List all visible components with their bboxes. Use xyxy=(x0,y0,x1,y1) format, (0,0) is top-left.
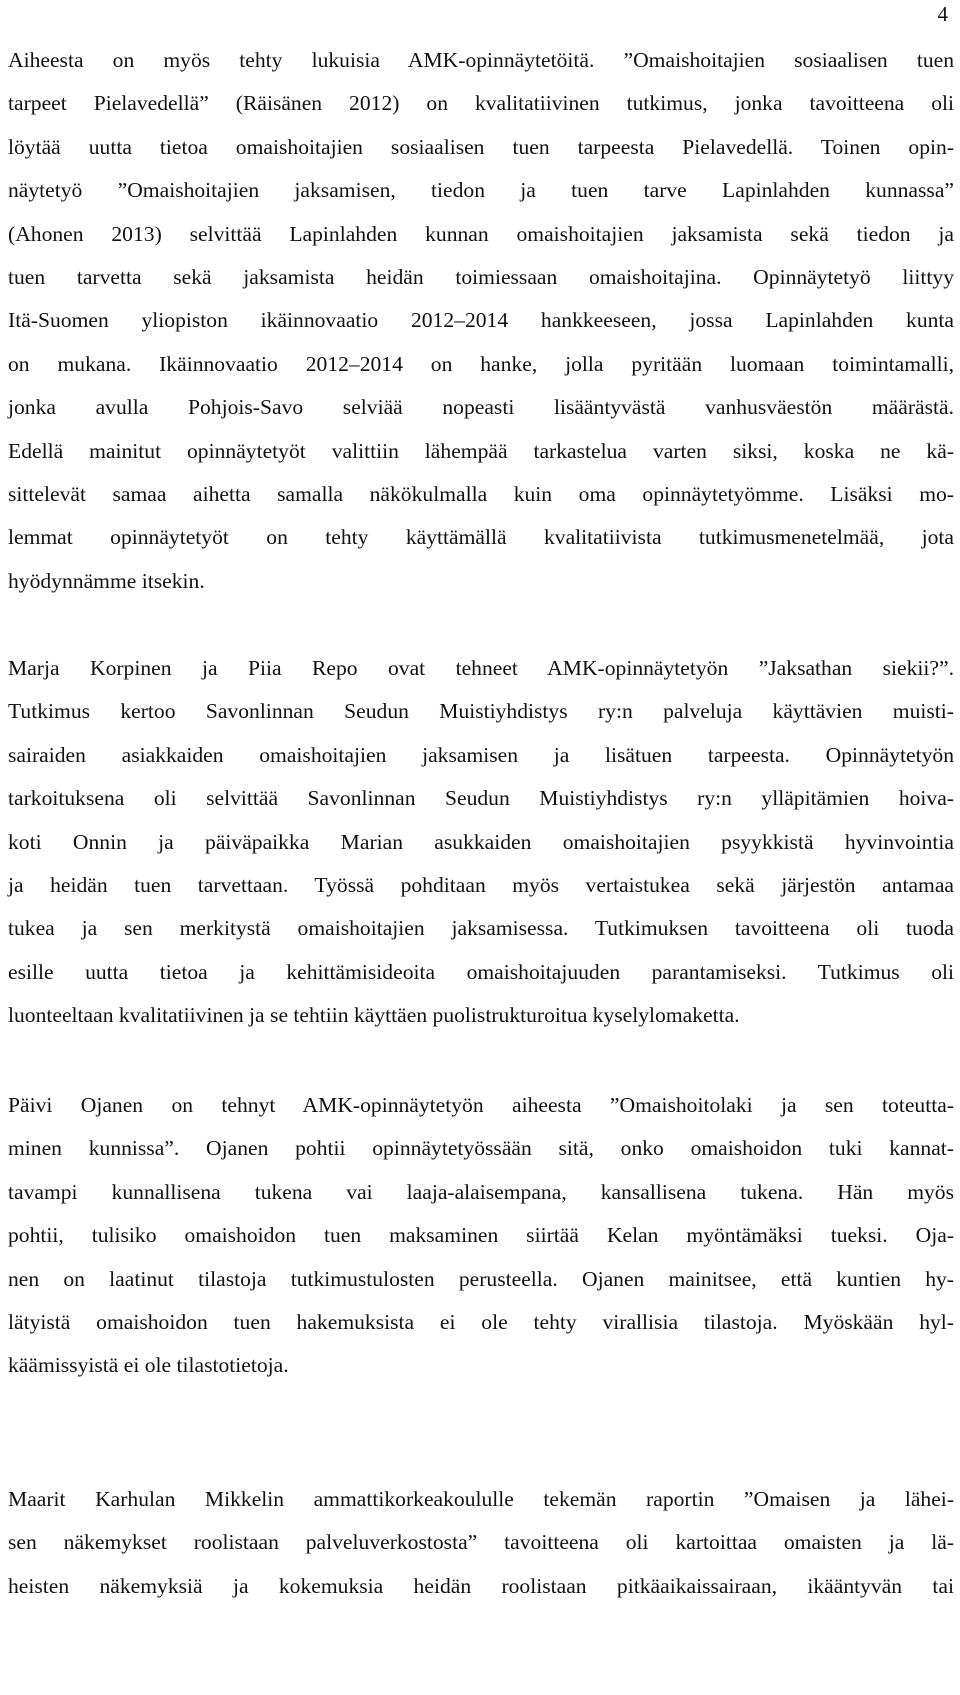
text-line: pohtii, tulisiko omaishoidon tuen maksaminen siirtää Kelan myöntämäksi tueksi. Oja- xyxy=(8,1223,954,1248)
text-line: löytää uutta tietoa omaishoitajien sosiaalisen tuen tarpeesta Pielavedellä. Toinen opin- xyxy=(8,134,954,159)
text-line: luonteeltaan kvalitatiivinen ja se tehtiin käyttäen puolistrukturoitua kyselylomaketta. xyxy=(8,1003,740,1028)
text-line: lemmat opinnäytetyöt on tehty käyttämällä kvalitatiivista tutkimusmenetelmää, jota xyxy=(8,525,954,550)
paragraph-3 xyxy=(8,1084,954,1388)
text-line: Marja Korpinen ja Piia Repo ovat tehneet AMK-opinnäytetyön ”Jaksathan siekii?”. xyxy=(8,656,954,680)
text-line: hyödynnämme itsekin. xyxy=(8,568,205,593)
page-number: 4 xyxy=(937,2,948,26)
text-line: heisten näkemyksiä ja kokemuksia heidän roolistaan pitkäaikaissairaan, ikääntyvän tai xyxy=(8,1573,954,1598)
paragraph-text xyxy=(8,39,954,603)
text-line: esille uutta tietoa ja kehittämisideoita omaishoitajuuden parantamiseksi. Tutkimus oli xyxy=(8,959,954,984)
text-line: koti Onnin ja päiväpaikka Marian asukkaiden omaishoitajien psyykkistä hyvinvointia xyxy=(8,829,954,854)
text-line: Päivi Ojanen on tehnyt AMK-opinnäytetyön aiheesta ”Omaishoitolaki ja sen toteutta- xyxy=(8,1093,954,1117)
text-line: näytetyö ”Omaishoitajien jaksamisen, tiedon ja tuen tarve Lapinlahden kunnassa” xyxy=(8,178,954,203)
paragraph-text xyxy=(8,1478,954,1608)
text-line: lätyistä omaishoidon tuen hakemuksista ei ole tehty virallisia tilastoja. Myöskään hyl- xyxy=(8,1309,954,1334)
paragraph-4 xyxy=(8,1478,954,1608)
text-line: (Ahonen 2013) selvittää Lapinlahden kunnan omaishoitajien jaksamista sekä tiedon ja xyxy=(8,221,954,246)
text-line: käämissyistä ei ole tilastotietoja. xyxy=(8,1353,289,1378)
text-line: Tutkimus kertoo Savonlinnan Seudun Muistiyhdistys ry:n palveluja käyttävien muisti- xyxy=(8,699,954,724)
text-line: tarkoituksena oli selvittää Savonlinnan Seudun Muistiyhdistys ry:n ylläpitämien hoiva- xyxy=(8,786,954,811)
text-line: nen on laatinut tilastoja tutkimustulosten perusteella. Ojanen mainitsee, että kuntien hy- xyxy=(8,1266,954,1291)
text-line: tarpeet Pielavedellä” (Räisänen 2012) on kvalitatiivinen tutkimus, jonka tavoitteena oli xyxy=(8,91,954,116)
text-line: tukea ja sen merkitystä omaishoitajien jaksamisessa. Tutkimuksen tavoitteena oli tuoda xyxy=(8,916,954,941)
paragraph-text xyxy=(8,647,954,1038)
text-line: tuen tarvetta sekä jaksamista heidän toimiessaan omaishoitajina. Opinnäytetyö liittyy xyxy=(8,264,954,289)
text-line: Maarit Karhulan Mikkelin ammattikorkeakoululle tekemän raportin ”Omaisen ja lähei- xyxy=(8,1487,954,1511)
text-line: Aiheesta on myös tehty lukuisia AMK-opinnäytetöitä. ”Omaishoitajien sosiaalisen tuen xyxy=(8,48,954,72)
text-line: sittelevät samaa aihetta samalla näkökulmalla kuin oma opinnäytetyömme. Lisäksi mo- xyxy=(8,481,954,506)
text-line: on mukana. Ikäinnovaatio 2012–2014 on hanke, jolla pyritään luomaan toimintamalli, xyxy=(8,351,954,376)
paragraph-2 xyxy=(8,647,954,1038)
text-line: ja heidän tuen tarvettaan. Työssä pohditaan myös vertaistukea sekä järjestön antamaa xyxy=(8,872,954,897)
text-line: sairaiden asiakkaiden omaishoitajien jaksamisen ja lisätuen tarpeesta. Opinnäytetyön xyxy=(8,742,954,767)
text-line: Edellä mainitut opinnäytetyöt valittiin lähempää tarkastelua varten siksi, koska ne kä- xyxy=(8,438,954,463)
text-line: Itä-Suomen yliopiston ikäinnovaatio 2012–2014 hankkeeseen, jossa Lapinlahden kunta xyxy=(8,308,954,333)
text-line: tavampi kunnallisena tukena vai laaja-alaisempana, kansallisena tukena. Hän myös xyxy=(8,1179,954,1204)
paragraph-1 xyxy=(8,39,954,603)
text-line: jonka avulla Pohjois-Savo selviää nopeasti lisääntyvästä vanhusväestön määrästä. xyxy=(8,395,954,420)
text-line: sen näkemykset roolistaan palveluverkostosta” tavoitteena oli kartoittaa omaisten ja lä- xyxy=(8,1530,954,1555)
paragraph-text xyxy=(8,1084,954,1388)
text-line: minen kunnissa”. Ojanen pohtii opinnäytetyössään sitä, onko omaishoidon tuki kannat- xyxy=(8,1136,954,1161)
